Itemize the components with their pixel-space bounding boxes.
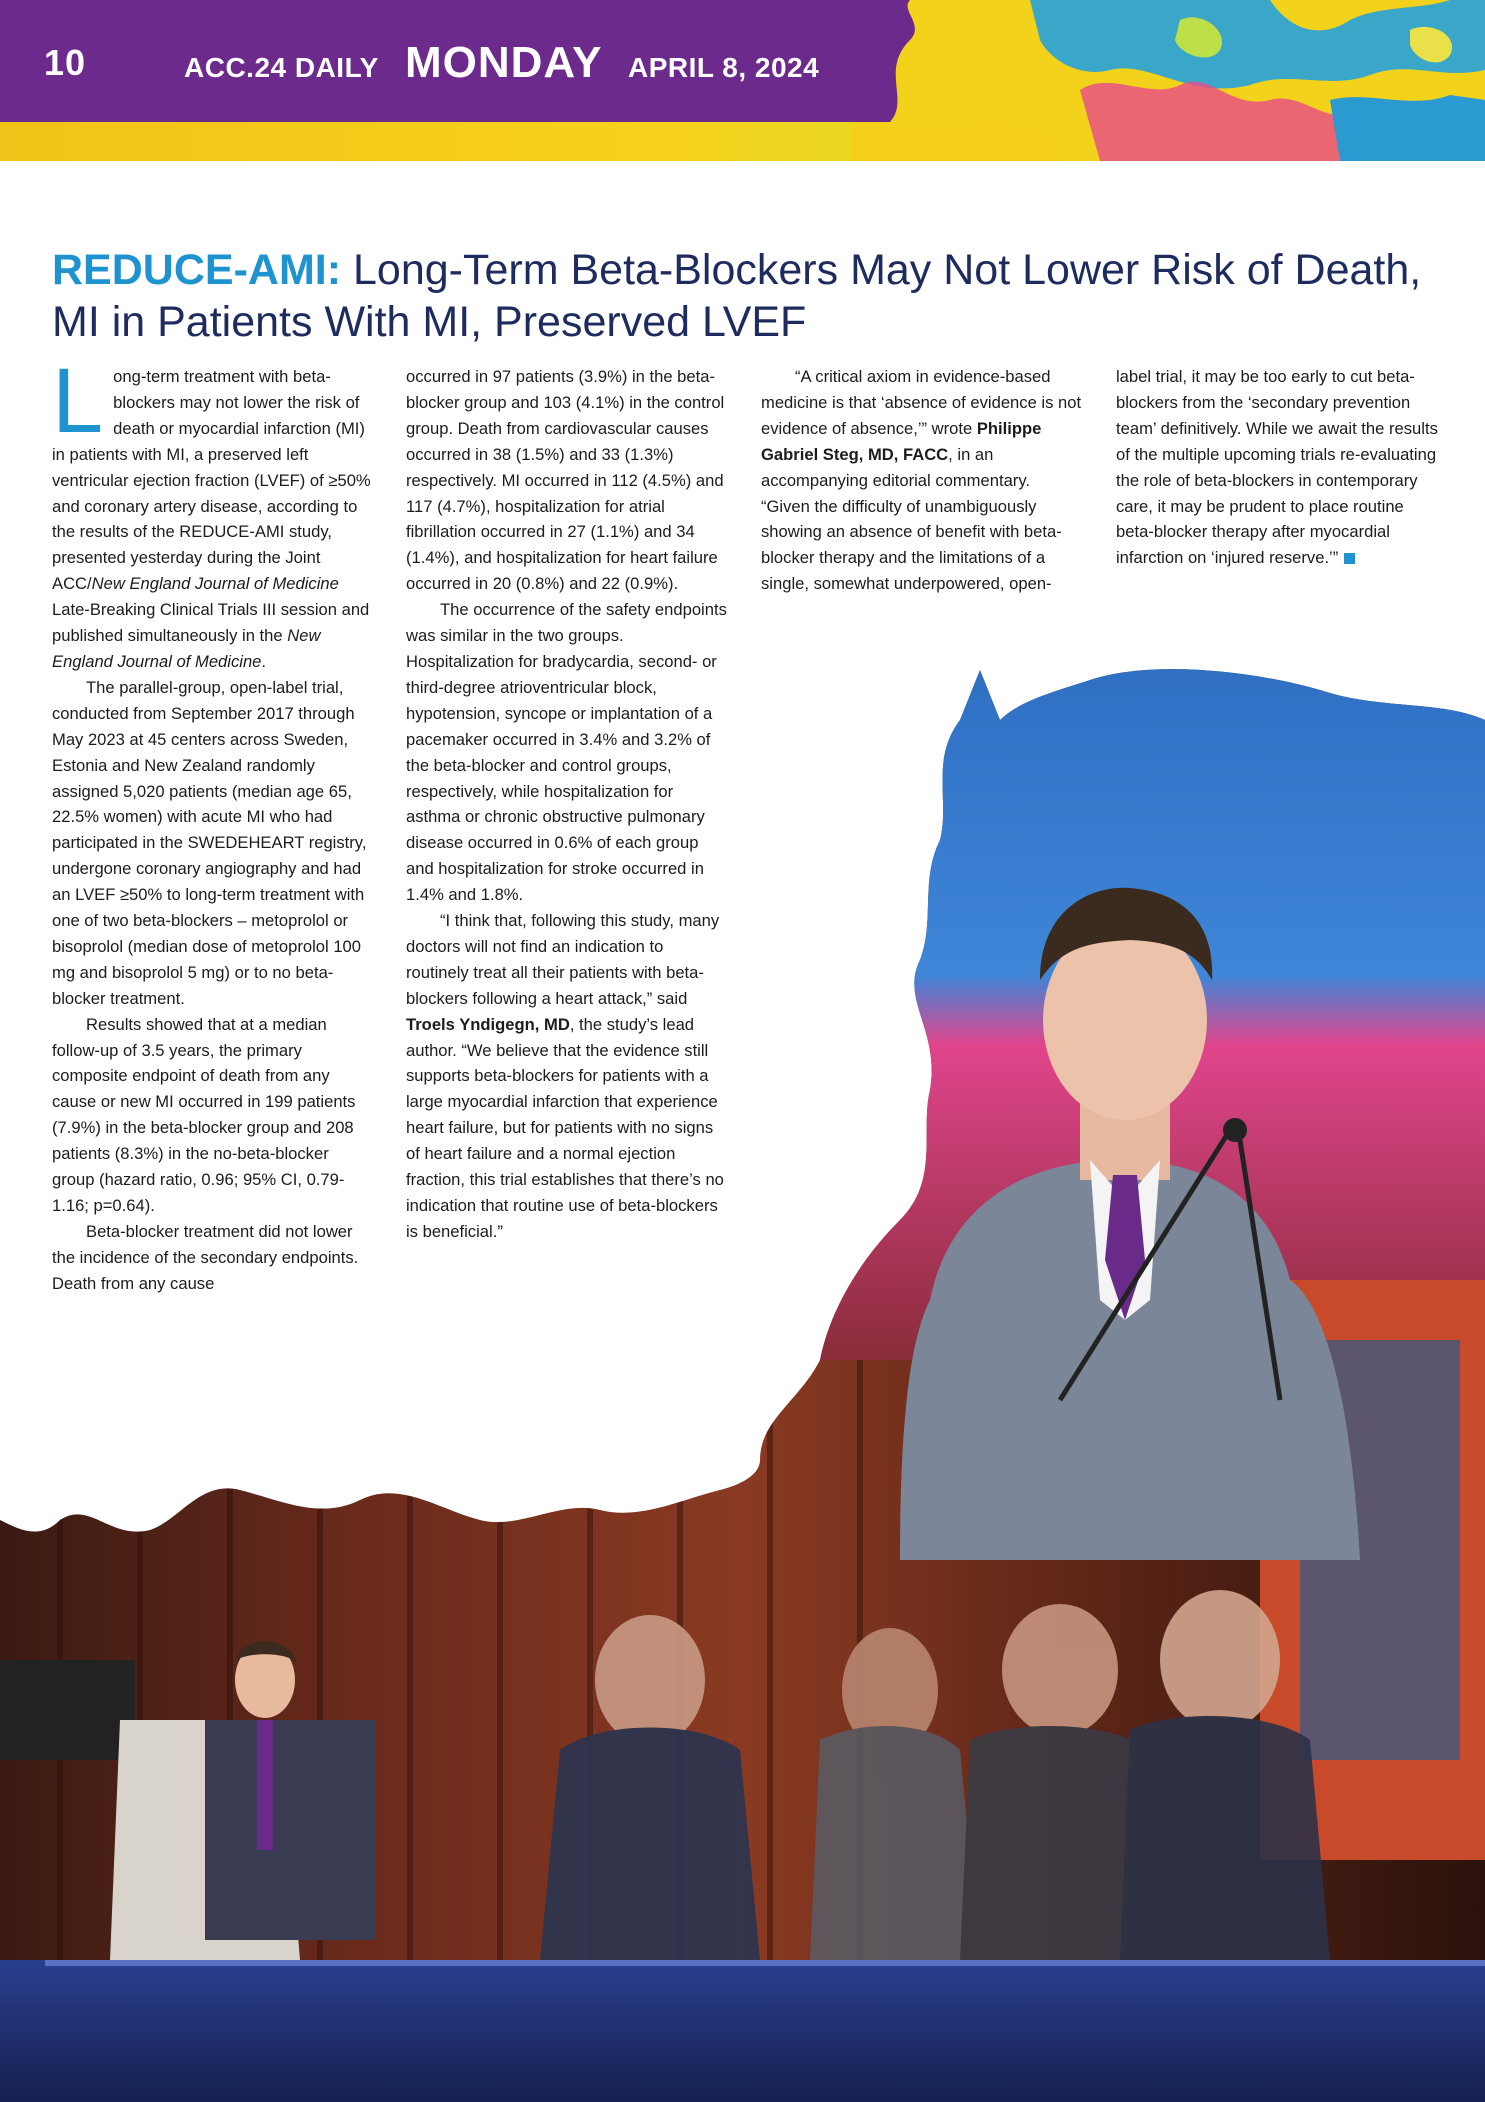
masthead — [0, 0, 1485, 161]
masthead-paint-art — [850, 0, 1485, 161]
paragraph: The parallel-group, open-label trial, conducted from September 2017 through May 2023 at 45 centers across Sweden, Estonia and New Zealand randomly assigned 5,020 patients (median age 65, 22.5% women) with acute MI who had participated in the SWEDEHEART registry, undergone coronary angiography and had an LVEF ≥50% to long-term treatment with one of two beta-blockers – metoprolol or bisoprolol (median dose of metoprolol 100 mg and bisoprolol 5 mg) or to no beta-blocker treatment. — [52, 677, 367, 1008]
page-number: 10 — [44, 42, 87, 83]
headline-kicker: REDUCE-AMI: — [52, 246, 342, 294]
text-run: “A critical axiom in evidence-based medicine is that ‘absence of evidence is not evidence of absence,’” wrote — [761, 367, 1082, 438]
author-name: Troels Yndigegn, MD — [406, 1014, 570, 1034]
paragraph — [761, 364, 1083, 597]
end-of-article-icon — [1344, 553, 1355, 564]
paragraph — [1116, 364, 1438, 571]
text-run: ong-term treatment with beta-blockers may not lower the risk of death or myocardial infarction (MI) in patients with MI, a preserved left ventricular ejection fraction (LVEF) of ≥50% and coronary artery disease, according to the results of the REDUCE-AMI study, presented yesterday during the Joint ACC/ — [52, 367, 371, 594]
paragraph — [52, 350, 374, 675]
headline-title: Long-Term Beta-Blockers May Not Lower Risk of Death, MI in Patients With MI, Preserved LVEF — [52, 246, 1422, 346]
journal-name: New England Journal of Medicine — [91, 574, 339, 594]
text-run: Late-Breaking Clinical Trials III session and published simultaneously in the — [52, 600, 370, 646]
article-column-3 — [761, 364, 1083, 597]
text-run: . — [261, 651, 267, 671]
publication-name: ACC.24 DAILY — [184, 52, 379, 83]
issue-date: APRIL 8, 2024 — [628, 52, 820, 83]
article-headline — [52, 244, 1452, 348]
paragraph: occurred in 97 patients (3.9%) in the beta-blocker group and 103 (4.1%) in the control group. Death from cardiovascular causes occurred in 38 (1.5%) and 33 (1.3%) respectively. MI occurred in 112 (4.5%) and 117 (4.7%), hospitalization for atrial fibrillation occurred in 27 (1.1%) and 34 (1.4%), and hospitalization for heart failure occurred in 20 (0.8%) and 22 (0.9%). — [406, 367, 725, 594]
text-run: , in an accompanying editorial commentary. “Given the difficulty of unambiguously showing an absence of benefit with beta-blocker therapy and the limitations of a single, somewhat underpowered, open- — [761, 444, 1062, 594]
text-run: “I think that, following this study, many doctors will not find an indication to routinely treat all their patients with beta-blockers following a heart attack,” said — [406, 911, 720, 1008]
paragraph: Results showed that at a median follow-up of 3.5 years, the primary composite endpoint of death from any cause or new MI occurred in 199 patients (7.9%) in the beta-blocker group and 208 patients (8.3%) in the no-beta-blocker group (hazard ratio, 0.96; 95% CI, 0.79-1.16; p=0.64). — [52, 1014, 356, 1215]
journal-name: New England Journal of Medicine — [52, 626, 321, 671]
drop-cap: L — [52, 350, 104, 452]
commentator-name: Philippe Gabriel Steg, MD, FACC — [761, 418, 1042, 464]
text-run: label trial, it may be too early to cut beta-blockers from the ‘secondary prevention team’ definitively. While we await the results of the multiple upcoming trials re-evaluating the role of beta-blockers in contemporary care, it may be prudent to place routine beta-blocker therapy after myocardial infarction on ‘injured reserve.’” — [1116, 367, 1438, 568]
paragraph: Beta-blocker treatment did not lower the incidence of the secondary endpoints. Death from any cause — [52, 1221, 359, 1293]
paragraph: The occurrence of the safety endpoints was similar in the two groups. Hospitalization for bradycardia, second- or third-degree atrioventricular block, hypotension, syncope or implantation of a pacemaker occurred in 3.4% and 3.2% of the beta-blocker and control groups, respectively, while hospitalization for asthma or chronic obstructive pulmonary disease occurred in 0.6% of each group and hospitalization for stroke occurred in 1.4% and 1.8%. — [406, 600, 727, 905]
text-run: , the study’s lead author. “We believe that the evidence still supports beta-blockers for patients with a large myocardial infarction that experience heart failure, but for patients with no signs of heart failure and a normal ejection fraction, this trial establishes that there’s no indication that routine use of beta-blockers is beneficial.” — [406, 1014, 724, 1241]
issue-day: MONDAY — [405, 38, 603, 87]
photo-collage — [0, 660, 1485, 2102]
article-column-4 — [1116, 364, 1438, 571]
